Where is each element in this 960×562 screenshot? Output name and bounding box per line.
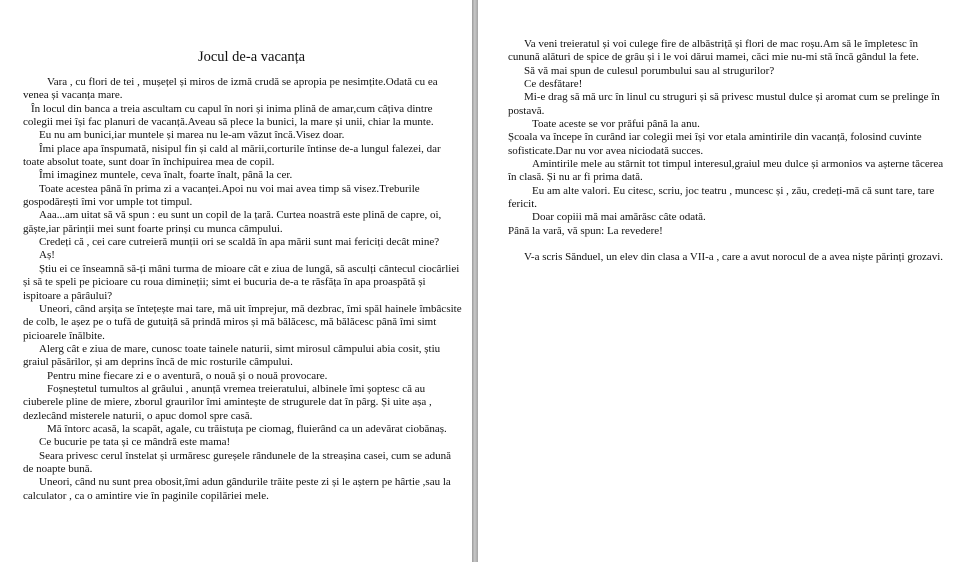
document-page-left xyxy=(0,0,472,562)
signature-paragraph: V-a scris Sănduel, un elev din clasa a VII-a , care a avut norocul de a avea niște părinți grozavi. xyxy=(524,251,944,264)
paragraph: Va veni treieratul și voi culege fire de albăstriță și flori de mac roșu.Am să le împletesc în cunună alături de spice de grâu și i le voi dărui mamei, căci mie nu-mi stă încă gândul la fete. xyxy=(508,38,919,64)
paragraph-spacer xyxy=(508,238,950,251)
paragraph: Eu am alte valori. Eu citesc, scriu, joc teatru , muncesc și , zău, credeți-mă că sunt tare, tare fericit. xyxy=(508,184,935,211)
paragraph: Seara privesc cerul înstelat și urmăresc gureșele rândunele de la streașina casei, cum se adună de noapte bună. xyxy=(23,449,452,475)
document-title: Jocul de-a vacanța xyxy=(197,49,306,65)
document-page-right xyxy=(478,0,960,562)
paragraph: Vara , cu flori de tei , mușețel și miros de izmă crudă se apropia pe nesimțite.Odată cu ea venea și vacanța mare. xyxy=(23,76,438,102)
paragraph: Aaa...am uitat să vă spun : eu sunt un copil de la țară. Curtea noastră este plină de capre, oi, găște,iar părinții mei sunt foarte prinși cu munca câmpului. xyxy=(23,209,442,235)
paragraph: Știu ei ce înseamnă să-ți mâni turma de mioare cât e ziua de lungă, să asculți cântecul ciocârliei și să te speli pe picioare cu roua dimineții; simt ei bucuria de-a te răsfăța în apa proaspătă și ispitoare a pârâului? xyxy=(23,262,460,302)
paragraph: Aș! xyxy=(39,249,55,262)
paragraph: Ce bucurie pe tata și ce mândră este mama! xyxy=(39,436,231,449)
paragraph: Foșneștetul tumultos al grâului , anunță vremea treieratului, albinele îmi șoptesc că au ciuberele pline de miere, zborul graurilor îmi amintește de strugurele dat în pârg. Și uite așa , dezlecând misterele naturii, o apuc domol spre casă. xyxy=(23,382,432,422)
paragraph: Să vă mai spun de culesul porumbului sau al strugurilor? xyxy=(524,64,775,77)
paragraph: Pentru mine fiecare zi e o aventură, o nouă și o nouă provocare. xyxy=(47,369,328,382)
paragraph: Școala va începe în curând iar colegii mei își vor etala amintirile din vacanță, folosind cuvinte sofisticate.Dar nu vor avea niciodată succes. xyxy=(508,131,922,157)
paragraph: Uneori, când arșița se întețește mai tare, mă uit împrejur, mă dezbrac, îmi spăl hainele îmbâcsite de colb, le așez pe o tufă de gutuiță să prindă miros și mă bălăcesc, mă bălăcesc până îmi simt picioarele înălbite. xyxy=(23,302,462,342)
paragraph: Ce desfătare! xyxy=(524,78,583,91)
paragraph: Eu nu am bunici,iar muntele și marea nu le-am văzut încă.Visez doar. xyxy=(39,129,345,142)
paragraph: Mi-e drag să mă urc în linul cu struguri și să privesc mustul dulce și aromat cum se prelinge în postavă. xyxy=(508,91,940,117)
paragraph: Toate aceste se vor prăfui până la anu. xyxy=(532,118,700,131)
paragraph: Amintirile mele au stârnit tot timpul interesul,graiul meu dulce și armonios va așterne tăcerea în clasă. Și nu ar fi prima dată. xyxy=(508,158,944,184)
paragraph: În locul din banca a treia ascultam cu capul în nori și inima plină de amar,cum câțiva dintre colegii mei își fac planuri de vacanță.Aveau să plece la bunici, la mare și unii, chiar la munte. xyxy=(23,102,434,129)
paragraph: Până la vară, vă spun: La revedere! xyxy=(508,224,663,237)
paragraph: Toate acestea până în prima zi a vacanței.Apoi nu voi mai avea timp să visez.Treburile gospodărești îmi vor umple tot timpul. xyxy=(23,182,420,209)
paragraph: Doar copiii mă mai amărăsc câte odată. xyxy=(532,211,706,224)
paragraph: Mă întorc acasă, la scapăt, agale, cu trăistuța pe ciomag, fluierând ca un adevărat ciobănaș. xyxy=(47,422,447,435)
paragraph: Alerg cât e ziua de mare, cunosc toate tainele naturii, simt mirosul câmpului abia cosit, știu graiul păsărilor, și am deprins încă de mic rosturile câmpului. xyxy=(23,342,441,369)
paragraph: Credeți că , cei care cutreieră munții ori se scaldă în apa mării sunt mai fericiți decât mine? xyxy=(39,236,440,249)
paragraph: Îmi place apa înspumată, nisipul fin și cald al mării,corturile întinse de-a lungul falezei, dar toate absolut toate, sunt doar în închipuirea mea de copil. xyxy=(23,142,441,169)
paragraph: Îmi imaginez muntele, ceva înalt, foarte înalt, până la cer. xyxy=(39,169,293,182)
paragraph: Uneori, când nu sunt prea obosit,îmi adun gândurile trăite peste zi și le aștern pe hârtie ,sau la calculator , ca o amintire vie în paginile copilăriei mele. xyxy=(23,476,451,502)
